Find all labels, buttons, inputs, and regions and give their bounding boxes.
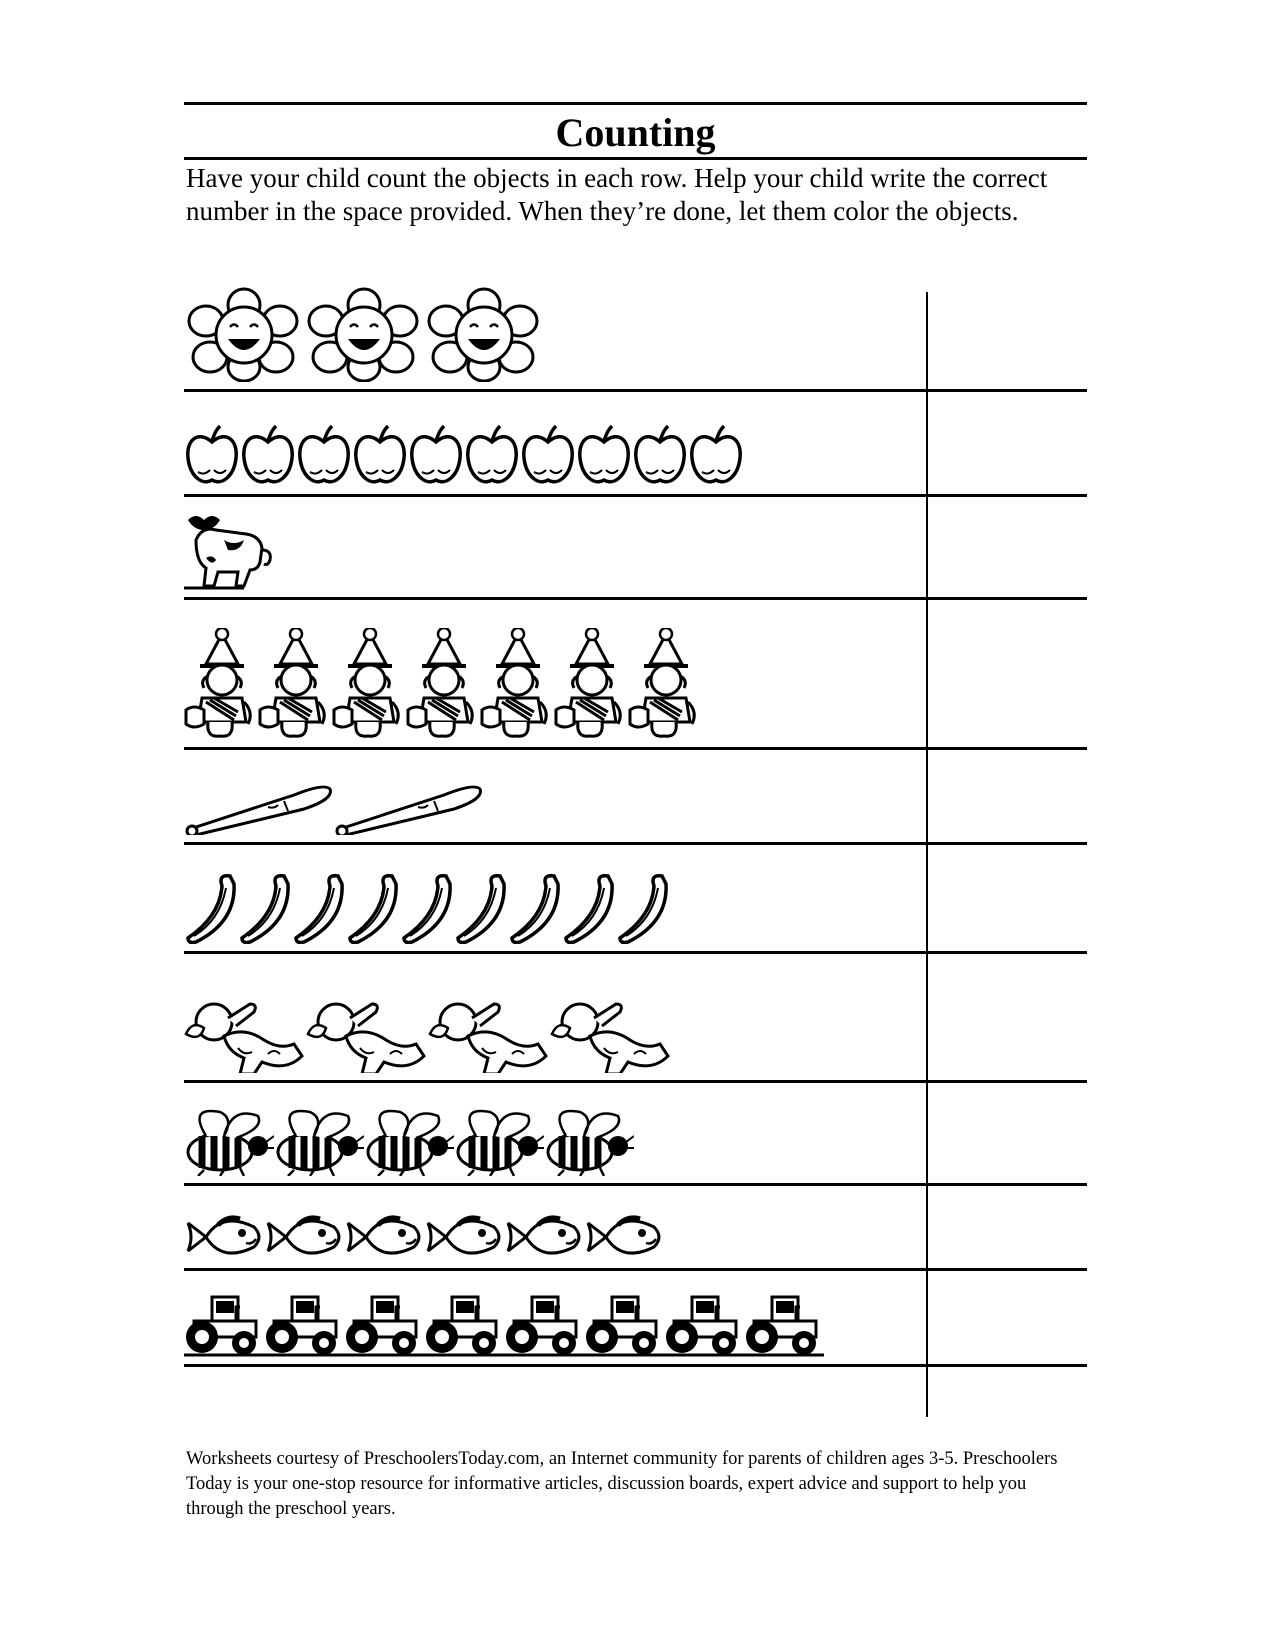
bee-icon (274, 1106, 364, 1176)
row-objects (184, 998, 672, 1073)
banana-icon (238, 874, 292, 944)
counting-row (184, 954, 1087, 1083)
apple-icon (464, 422, 520, 487)
tractor-icon (184, 1291, 264, 1357)
answer-box[interactable] (932, 600, 1082, 750)
baby-icon (184, 998, 306, 1073)
counting-row (184, 1083, 1087, 1186)
banana-icon (562, 874, 616, 944)
apple-icon (240, 422, 296, 487)
fish-icon (584, 1213, 664, 1261)
apple-icon (352, 422, 408, 487)
bee-icon (184, 1106, 274, 1176)
apple-icon (632, 422, 688, 487)
counting-row (184, 392, 1087, 497)
flower-icon (184, 287, 304, 382)
row-objects (184, 287, 544, 382)
banana-icon (508, 874, 562, 944)
banana-icon (454, 874, 508, 944)
answer-box[interactable] (932, 1271, 1082, 1367)
answer-box[interactable] (932, 1083, 1082, 1186)
answer-box[interactable] (932, 845, 1082, 954)
apple-icon (576, 422, 632, 487)
tractor-icon (584, 1291, 664, 1357)
counting-row (184, 600, 1087, 750)
tractor-icon (744, 1291, 824, 1357)
cow-icon (184, 510, 274, 590)
banana-icon (400, 874, 454, 944)
tractor-icon (264, 1291, 344, 1357)
apple-icon (408, 422, 464, 487)
answer-box[interactable] (932, 1186, 1082, 1271)
answer-box[interactable] (932, 954, 1082, 1083)
banana-icon (346, 874, 400, 944)
row-divider (184, 1364, 1087, 1367)
instructions-text: Have your child count the objects in each row. Help your child write the correct number in the space provided. When they’re done, let them color the objects. (186, 163, 1048, 226)
page-title: Counting (555, 110, 716, 155)
baby-icon (550, 998, 672, 1073)
row-objects (184, 510, 274, 590)
fish-icon (264, 1213, 344, 1261)
top-rule (184, 102, 1087, 105)
flower-icon (304, 287, 424, 382)
counting-row (184, 1271, 1087, 1367)
counting-row (184, 497, 1087, 600)
banana-icon (184, 874, 238, 944)
baseball-bat-icon (334, 779, 484, 835)
baby-icon (306, 998, 428, 1073)
answer-box[interactable] (932, 392, 1082, 497)
fish-icon (504, 1213, 584, 1261)
row-objects (184, 874, 670, 944)
scarecrow-icon (184, 628, 258, 740)
banana-icon (616, 874, 670, 944)
row-objects (184, 628, 702, 740)
row-objects (184, 1106, 634, 1176)
banana-icon (292, 874, 346, 944)
apple-icon (184, 422, 240, 487)
answer-box[interactable] (932, 292, 1082, 392)
row-objects (184, 422, 744, 487)
counting-grid (184, 292, 1087, 1417)
scarecrow-icon (258, 628, 332, 740)
scarecrow-icon (480, 628, 554, 740)
scarecrow-icon (406, 628, 480, 740)
footer-credit: Worksheets courtesy of PreschoolersToday.com, an Internet community for parents of children ages 3-5. Preschoolers Today is your one-stop resource for informative articles, discussion boards, expert advice and support to help you through the preschool years. (186, 1449, 1058, 1519)
tractor-icon (504, 1291, 584, 1357)
answer-box[interactable] (932, 750, 1082, 845)
bee-icon (544, 1106, 634, 1176)
title-underline (184, 157, 1087, 160)
flower-icon (424, 287, 544, 382)
bee-icon (454, 1106, 544, 1176)
fish-icon (184, 1213, 264, 1261)
baby-icon (428, 998, 550, 1073)
tractor-icon (664, 1291, 744, 1357)
fish-icon (344, 1213, 424, 1261)
tractor-icon (424, 1291, 504, 1357)
apple-icon (688, 422, 744, 487)
apple-icon (520, 422, 576, 487)
counting-row (184, 1186, 1087, 1271)
scarecrow-icon (628, 628, 702, 740)
counting-row (184, 750, 1087, 845)
baseball-bat-icon (184, 779, 334, 835)
scarecrow-icon (332, 628, 406, 740)
row-objects (184, 1291, 824, 1357)
counting-row (184, 845, 1087, 954)
answer-box[interactable] (932, 497, 1082, 600)
counting-row (184, 292, 1087, 392)
row-objects (184, 1213, 664, 1261)
fish-icon (424, 1213, 504, 1261)
bee-icon (364, 1106, 454, 1176)
row-objects (184, 779, 484, 835)
tractor-icon (344, 1291, 424, 1357)
apple-icon (296, 422, 352, 487)
scarecrow-icon (554, 628, 628, 740)
